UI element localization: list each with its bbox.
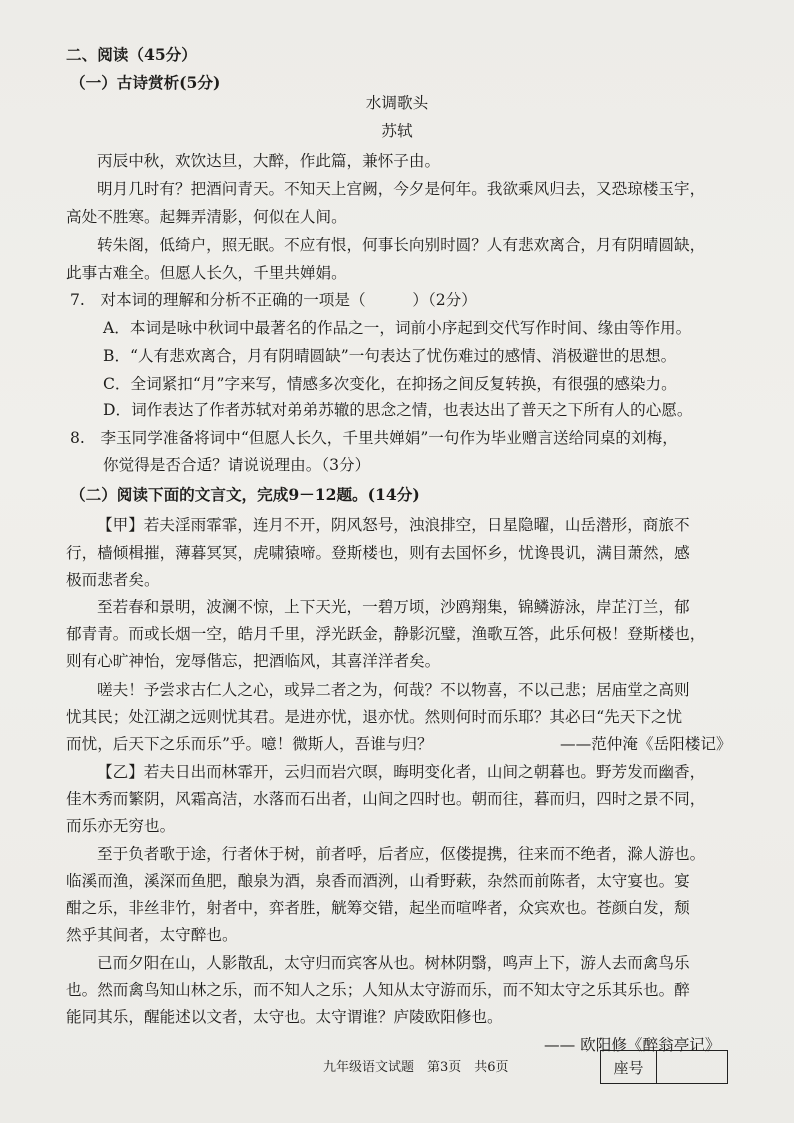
classical-section-heading: （二）阅读下面的文言文，完成9－12题。(14分) — [70, 485, 420, 504]
seat-number-label: 座号 — [601, 1051, 657, 1083]
poem-author: 苏轼 — [381, 122, 413, 140]
passage-jia-line: 行，樯倾楫摧，薄暮冥冥，虎啸猿啼。登斯楼也，则有去国怀乡，忧谗畏讥，满目萧然，感 — [66, 544, 690, 562]
passage-yi-line: 临溪而渔，溪深而鱼肥，酿泉为酒，泉香而酒洌，山肴野蔌，杂然而前陈者，太守宴也。宴 — [66, 872, 690, 890]
poem-line: 转朱阁，低绮户，照无眠。不应有恨，何事长向别时圆？人有悲欢离合，月有阴晴圆缺， — [97, 236, 706, 254]
poem-preface: 丙辰中秋，欢饮达旦，大醉，作此篇，兼怀子由。 — [97, 152, 441, 170]
passage-jia-line: 忧其民；处江湖之远则忧其君。是进亦忧，退亦忧。然则何时而乐耶？其必曰“先天下之忧 — [66, 708, 683, 726]
passage-jia-line: 至若春和景明，波澜不惊，上下天光，一碧万顷，沙鸥翔集，锦鳞游泳，岸芷汀兰，郁 — [97, 598, 690, 616]
poem-section-heading: （一）古诗赏析(5分) — [70, 73, 221, 92]
passage-yi-line: 【乙】若夫日出而林霏开，云归而岩穴暝，晦明变化者，山间之朝暮也。野芳发而幽香， — [97, 763, 706, 781]
passage-jia-line: 【甲】若夫淫雨霏霏，连月不开，阴风怒号，浊浪排空，日星隐曜，山岳潜形，商旅不 — [97, 516, 690, 534]
passage-yi-line: 至于负者歌于途，行者休于树，前者呼，后者应，伛偻提携，往来而不绝者，滁人游也。 — [97, 845, 706, 863]
passage-jia-line: 嗟夫！予尝求古仁人之心，或异二者之为，何哉？不以物喜，不以己悲；居庙堂之高则 — [97, 681, 690, 699]
poem-line: 高处不胜寒。起舞弄清影，何似在人间。 — [66, 208, 347, 226]
passage-jia-line: 郁青青。而或长烟一空，皓月千里，浮光跃金，静影沉璧，渔歌互答，此乐何极！登斯楼也， — [66, 625, 706, 643]
poem-line: 明月几时有？把酒问青天。不知天上宫阙，今夕是何年。我欲乘风归去，又恐琼楼玉宇， — [97, 180, 706, 198]
passage-yi-source: —— 欧阳修《醉翁亭记》 — [544, 1036, 721, 1054]
poem-line: 此事古难全。但愿人长久，千里共婵娟。 — [66, 264, 347, 282]
question-7-stem: 7. 对本词的理解和分析不正确的一项是（ ）（2分） — [70, 291, 477, 309]
seat-number-box — [600, 1050, 728, 1084]
question-8-line: 8. 李玉同学准备将词中“但愿人长久，千里共婵娟”一句作为毕业赠言送给同桌的刘梅， — [70, 429, 678, 447]
section-title: 二、阅读（45分） — [66, 45, 197, 64]
passage-yi-line: 已而夕阳在山，人影散乱，太守归而宾客从也。树林阴翳，鸣声上下，游人去而禽鸟乐 — [97, 954, 690, 972]
question-8-line: 你觉得是否合适？请说说理由。（3分） — [103, 456, 371, 474]
passage-jia-line: 极而悲者矣。 — [66, 571, 160, 589]
passage-yi-line: 酣之乐，非丝非竹，射者中，弈者胜，觥筹交错，起坐而喧哗者，众宾欢也。苍颜白发，颓 — [66, 899, 690, 917]
question-7-option: C．全词紧扣“月”字来写，情感多次变化，在抑扬之间反复转换，有很强的感染力。 — [103, 375, 677, 393]
passage-yi-line: 佳木秀而繁阴，风霜高洁，水落而石出者，山间之四时也。朝而往，暮而归，四时之景不同， — [66, 790, 706, 808]
question-7-option: D．词作表达了作者苏轼对弟弟苏辙的思念之情，也表达出了普天之下所有人的心愿。 — [103, 401, 693, 419]
question-7-option: A．本词是咏中秋词中最著名的作品之一，词前小序起到交代写作时间、缘由等作用。 — [103, 319, 692, 337]
question-7-option: B．“人有悲欢离合，月有阴晴圆缺”一句表达了忧伤难过的感情、消极避世的思想。 — [103, 347, 677, 365]
page-footer: 九年级语文试题 第3页 共6页 — [323, 1060, 509, 1075]
passage-yi-line: 然乎其间者，太守醉也。 — [66, 926, 238, 944]
poem-title: 水调歌头 — [365, 94, 429, 112]
passage-jia-source: ——范仲淹《岳阳楼记》 — [560, 735, 732, 753]
passage-jia-line: 而忧，后天下之乐而乐”乎。噫！微斯人，吾谁与归？ — [66, 735, 433, 753]
passage-yi-line: 而乐亦无穷也。 — [66, 817, 176, 835]
passage-jia-line: 则有心旷神怡，宠辱偕忘，把酒临风，其喜洋洋者矣。 — [66, 652, 441, 670]
passage-yi-line: 也。然而禽鸟知山林之乐，而不知人之乐；人知从太守游而乐，而不知太守之乐其乐也。醉 — [66, 981, 690, 999]
passage-yi-line: 能同其乐，醒能述以文者，太守也。太守谓谁？庐陵欧阳修也。 — [66, 1008, 503, 1026]
seat-number-field[interactable] — [657, 1051, 727, 1083]
